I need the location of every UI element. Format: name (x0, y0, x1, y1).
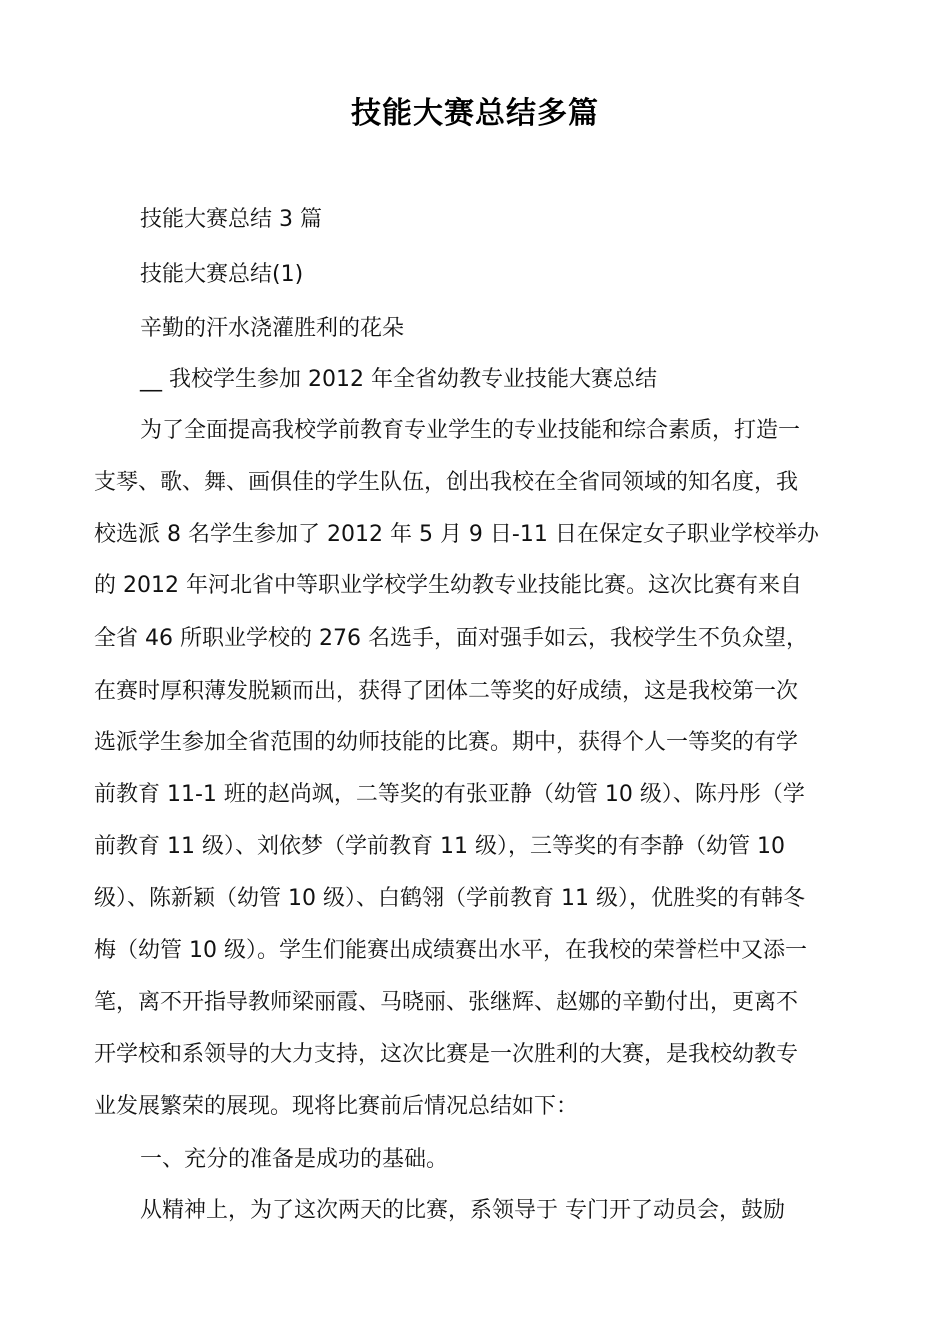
subtitle-line: 技能大赛总结 3 篇 (140, 207, 322, 232)
section-heading: 技能大赛总结(1) (140, 262, 304, 287)
paragraph-line: 从精神上，为了这次两天的比赛，系领导于 专门开了动员会，鼓励 (140, 1198, 785, 1223)
paragraph-line: 前教育 11 级）、刘依梦（学前教育 11 级），三等奖的有李静（幼管 10 (94, 834, 785, 859)
paragraph-line: 在赛时厚积薄发脱颖而出，获得了团体二等奖的好成绩，这是我校第一次 (94, 679, 799, 704)
paragraph-line: 校选派 8 名学生参加了 2012 年 5 月 9 日-11 日在保定女子职业学校举办 (94, 522, 819, 547)
article-subheading: __ 我校学生参加 2012 年全省幼教专业技能大赛总结 (140, 367, 657, 392)
document-title: 技能大赛总结多篇 (351, 96, 599, 131)
paragraph-line: 全省 46 所职业学校的 276 名选手，面对强手如云，我校学生不负众望， (94, 626, 808, 651)
paragraph-line: 级）、陈新颖（幼管 10 级）、白鹤翎（学前教育 11 级），优胜奖的有韩冬 (94, 886, 805, 911)
paragraph-line: 笔，离不开指导教师梁丽霞、马晓丽、张继辉、赵娜的辛勤付出，更离不 (94, 990, 799, 1015)
article-heading: 辛勤的汗水浇灌胜利的花朵 (140, 316, 405, 341)
paragraph-line: 的 2012 年河北省中等职业学校学生幼教专业技能比赛。这次比赛有来自 (94, 573, 802, 598)
paragraph-line: 业发展繁荣的展现。现将比赛前后情况总结如下： (94, 1094, 579, 1119)
paragraph-line: 梅（幼管 10 级）。学生们能赛出成绩赛出水平，在我校的荣誉栏中又添一 (94, 938, 807, 963)
paragraph-line: 选派学生参加全省范围的幼师技能的比赛。期中，获得个人一等奖的有学 (94, 730, 799, 755)
paragraph-line: 前教育 11-1 班的赵尚飒，二等奖的有张亚静（幼管 10 级）、陈丹彤（学 (94, 782, 805, 807)
section-heading: 一、充分的准备是成功的基础。 (140, 1147, 449, 1172)
paragraph-line: 开学校和系领导的大力支持，这次比赛是一次胜利的大赛，是我校幼教专 (94, 1042, 799, 1067)
paragraph-line: 为了全面提高我校学前教育专业学生的专业技能和综合素质，打造一 (140, 418, 801, 443)
paragraph-line: 支琴、歌、舞、画俱佳的学生队伍，创出我校在全省同领域的知名度，我 (94, 470, 799, 495)
